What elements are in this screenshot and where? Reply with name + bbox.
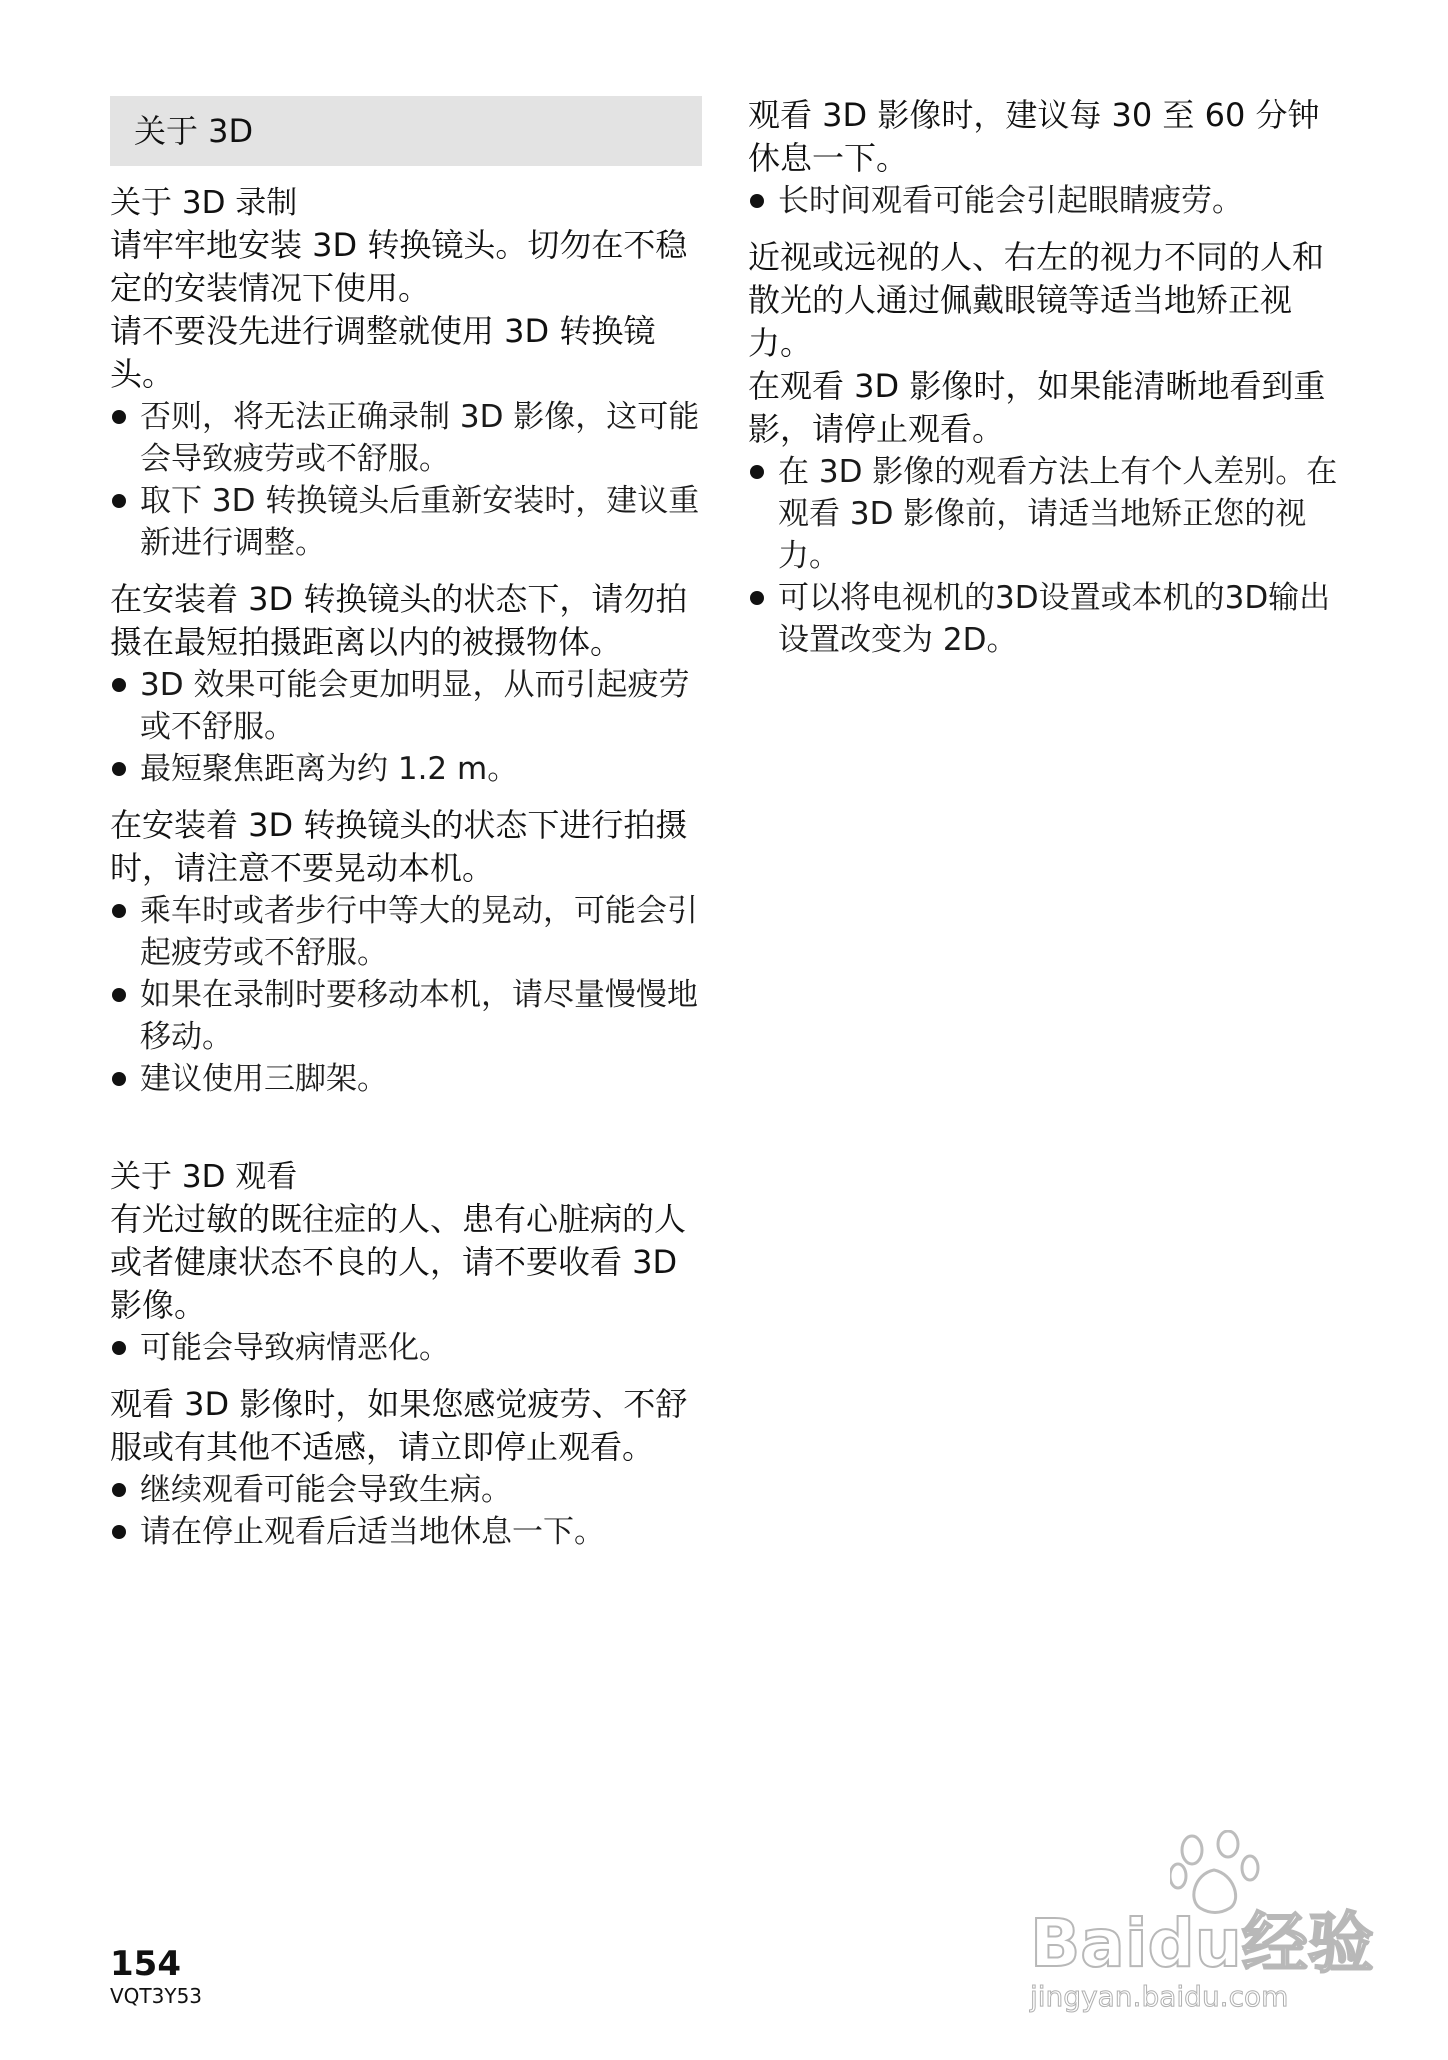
bullet-item (110, 480, 702, 564)
bullet-icon (112, 1483, 126, 1497)
bullet-item (110, 890, 702, 974)
paragraph: 近视或远视的人、右左的视力不同的人和散光的人通过佩戴眼镜等适当地矫正视力。 (748, 238, 1325, 362)
bullet-item (110, 748, 702, 790)
paragraph: 在观看 3D 影像时，如果能清晰地看到重影，请停止观看。 (748, 367, 1326, 448)
bullet-text: 3D 效果可能会更加明显，从而引起疲劳或不舒服。 (140, 667, 690, 745)
bullet-text: 建议使用三脚架。 (140, 1061, 388, 1097)
paragraph: 有光过敏的既往症的人、患有心脏病的人或者健康状态不良的人，请不要收看 3D 影像。 (110, 1200, 687, 1324)
paragraph: 请不要没先进行调整就使用 3D 转换镜头。 (110, 312, 656, 393)
bullet-item (748, 451, 1348, 577)
bullet-item (110, 1327, 702, 1369)
baidu-watermark (1030, 1830, 1374, 2030)
bullet-item (110, 664, 702, 748)
bullet-item (110, 396, 702, 480)
bullet-text: 继续观看可能会导致生病。 (140, 1472, 512, 1508)
bullet-text: 乘车时或者步行中等大的晃动，可能会引起疲劳或不舒服。 (140, 893, 698, 971)
document-code: VQT3Y53 (110, 1984, 203, 2008)
bullet-icon (112, 494, 126, 508)
paragraph: 请牢牢地安装 3D 转换镜头。切勿在不稳定的安装情况下使用。 (110, 226, 688, 307)
bullet-icon (750, 465, 764, 479)
bullet-item (110, 974, 702, 1058)
bullet-text: 可能会导致病情恶化。 (140, 1330, 450, 1366)
bullet-text: 在 3D 影像的观看方法上有个人差别。在观看 3D 影像前，请适当地矫正您的视力。 (778, 454, 1338, 574)
bullet-text: 如果在录制时要移动本机，请尽量慢慢地移动。 (140, 977, 698, 1055)
bullet-icon (112, 410, 126, 424)
bullet-item (110, 1511, 702, 1553)
bullet-icon (112, 1341, 126, 1355)
paw-icon (1170, 1830, 1260, 1916)
bullet-icon (112, 1525, 126, 1539)
bullet-icon (112, 988, 126, 1002)
paragraph: 观看 3D 影像时，如果您感觉疲劳、不舒服或有其他不适感，请立即停止观看。 (110, 1385, 688, 1466)
page-footer (110, 1944, 202, 2008)
page-number: 154 (110, 1944, 181, 1984)
recording-subheading: 关于 3D 录制 (110, 185, 298, 221)
bullet-text: 请在停止观看后适当地休息一下。 (140, 1514, 605, 1550)
bullet-item (110, 1469, 702, 1511)
paragraph: 在安装着 3D 转换镜头的状态下进行拍摄时，请注意不要晃动本机。 (110, 806, 688, 887)
bullet-icon (750, 194, 764, 208)
bullet-icon (112, 762, 126, 776)
bullet-item (110, 1058, 702, 1100)
bullet-icon (112, 904, 126, 918)
bullet-text: 取下 3D 转换镜头后重新安装时，建议重新进行调整。 (140, 483, 700, 561)
baidu-logo: Baidu经验 (1030, 1905, 1374, 1982)
section-heading: 关于 3D (110, 96, 702, 166)
left-column (110, 96, 702, 1553)
bullet-text: 长时间观看可能会引起眼睛疲劳。 (778, 183, 1243, 219)
bullet-icon (750, 591, 764, 605)
bullet-text: 可以将电视机的3D设置或本机的3D输出设置改变为 2D。 (778, 580, 1331, 658)
paragraph: 观看 3D 影像时，建议每 30 至 60 分钟休息一下。 (748, 96, 1320, 177)
bullet-text: 否则，将无法正确录制 3D 影像，这可能会导致疲劳或不舒服。 (140, 399, 700, 477)
bullet-item (748, 577, 1348, 661)
bullet-icon (112, 678, 126, 692)
viewing-subheading: 关于 3D 观看 (110, 1159, 298, 1195)
bullet-item (748, 180, 1348, 222)
paragraph: 在安装着 3D 转换镜头的状态下，请勿拍摄在最短拍摄距离以内的被摄物体。 (110, 580, 688, 661)
bullet-text: 最短聚焦距离为约 1.2 m。 (140, 751, 519, 787)
bullet-icon (112, 1072, 126, 1086)
watermark-url: jingyan.baidu.com (1030, 1980, 1289, 2013)
right-column (748, 94, 1348, 661)
